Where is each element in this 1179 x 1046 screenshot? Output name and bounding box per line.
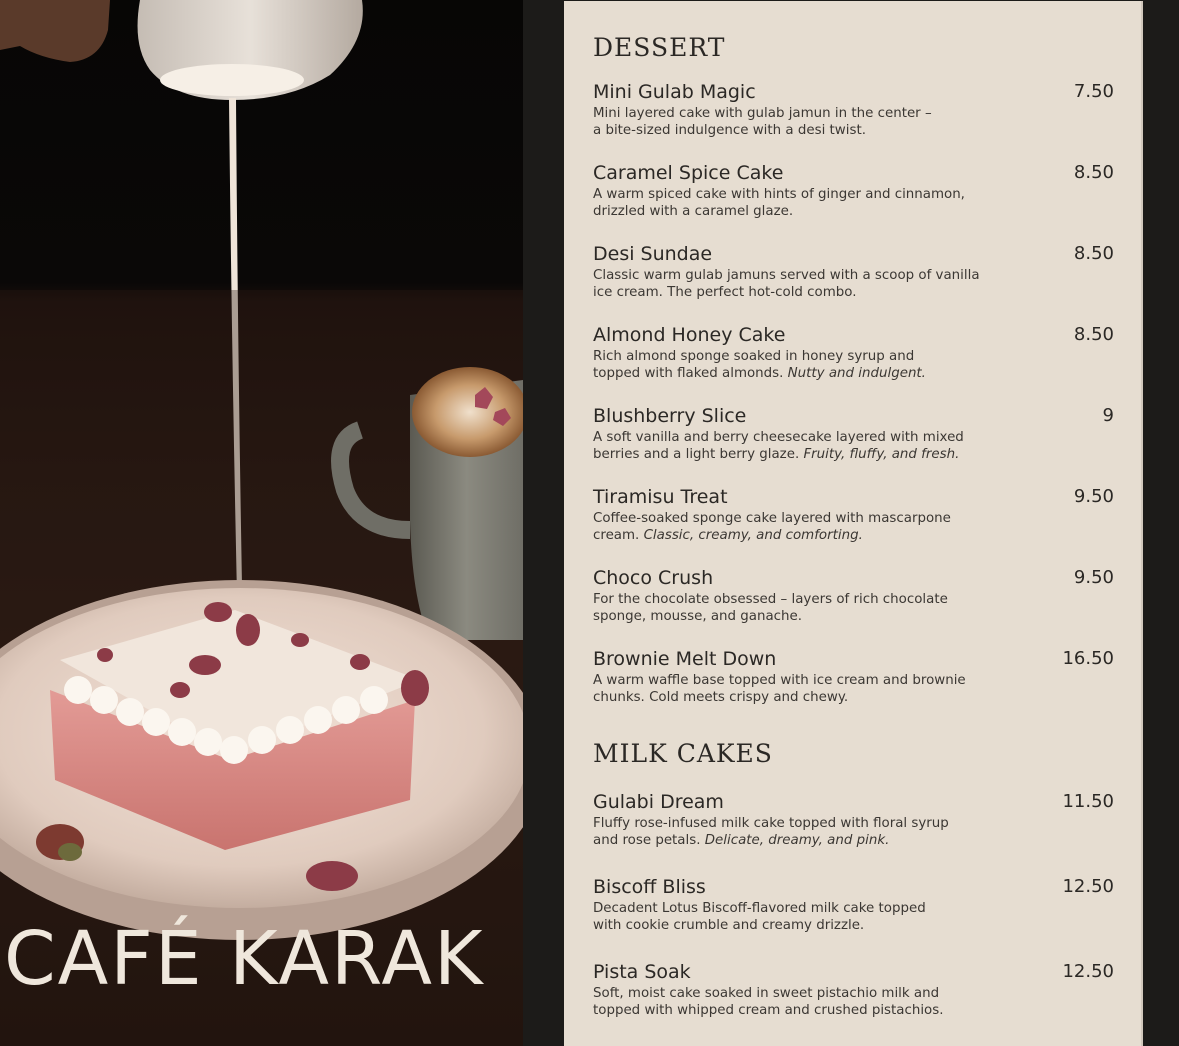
dessert-photo-illustration bbox=[0, 0, 523, 1046]
item-price: 9.50 bbox=[1073, 486, 1114, 507]
item-name: Brownie Melt Down bbox=[593, 648, 777, 670]
item-description: Fluffy rose-infused milk cake topped with floral syrup and rose petals. Delicate, dreamy, and pink. bbox=[593, 816, 949, 848]
item-price: 9.50 bbox=[1073, 567, 1114, 588]
item-name: Caramel Spice Cake bbox=[593, 162, 784, 184]
item-name: Tiramisu Treat bbox=[593, 486, 728, 508]
item-price: 8.50 bbox=[1073, 324, 1114, 345]
milk-pitcher-icon bbox=[138, 0, 363, 100]
item-price: 12.50 bbox=[1062, 876, 1114, 897]
item-description: Rich almond sponge soaked in honey syrup and topped with flaked almonds. Nutty and indulgent. bbox=[593, 349, 926, 381]
brand-logo: CAFÉ KARAK bbox=[4, 916, 485, 1002]
item-description: A soft vanilla and berry cheesecake layered with mixed berries and a light berry glaze. Fruity, fluffy, and fresh. bbox=[593, 430, 964, 462]
item-price: 7.50 bbox=[1073, 81, 1114, 102]
section-title-milk-cakes: MILK CAKES bbox=[593, 739, 773, 768]
item-price: 8.50 bbox=[1073, 162, 1114, 183]
item-description: For the chocolate obsessed – layers of rich chocolate sponge, mousse, and ganache. bbox=[593, 592, 948, 624]
item-price: 8.50 bbox=[1073, 243, 1114, 264]
hand bbox=[0, 0, 110, 62]
item-description: A warm spiced cake with hints of ginger and cinnamon, drizzled with a caramel glaze. bbox=[593, 187, 965, 219]
item-description: Soft, moist cake soaked in sweet pistachio milk and topped with whipped cream and crushed pistachios. bbox=[593, 986, 944, 1018]
menu-card bbox=[564, 1, 1143, 1046]
section-title-dessert: DESSERT bbox=[593, 33, 726, 62]
item-price: 12.50 bbox=[1062, 961, 1114, 982]
item-name: Blushberry Slice bbox=[593, 405, 747, 427]
item-name: Pista Soak bbox=[593, 961, 691, 983]
item-description: Coffee-soaked sponge cake layered with mascarpone cream. Classic, creamy, and comforting. bbox=[593, 511, 951, 543]
item-price: 16.50 bbox=[1062, 648, 1114, 669]
item-name: Gulabi Dream bbox=[593, 791, 724, 813]
item-description: A warm waffle base topped with ice cream and brownie chunks. Cold meets crispy and chewy. bbox=[593, 673, 966, 705]
item-description: Mini layered cake with gulab jamun in the center – a bite-sized indulgence with a desi twist. bbox=[593, 106, 932, 138]
item-name: Desi Sundae bbox=[593, 243, 713, 265]
item-name: Biscoff Bliss bbox=[593, 876, 706, 898]
item-price: 11.50 bbox=[1062, 791, 1114, 812]
item-description: Classic warm gulab jamuns served with a scoop of vanilla ice cream. The perfect hot-cold combo. bbox=[593, 268, 980, 300]
item-name: Mini Gulab Magic bbox=[593, 81, 756, 103]
hero-photo bbox=[0, 0, 523, 1046]
item-price: 9 bbox=[1102, 405, 1114, 426]
item-name: Almond Honey Cake bbox=[593, 324, 786, 346]
item-name: Choco Crush bbox=[593, 567, 714, 589]
item-description: Decadent Lotus Biscoff-flavored milk cake topped with cookie crumble and creamy drizzle. bbox=[593, 901, 926, 933]
